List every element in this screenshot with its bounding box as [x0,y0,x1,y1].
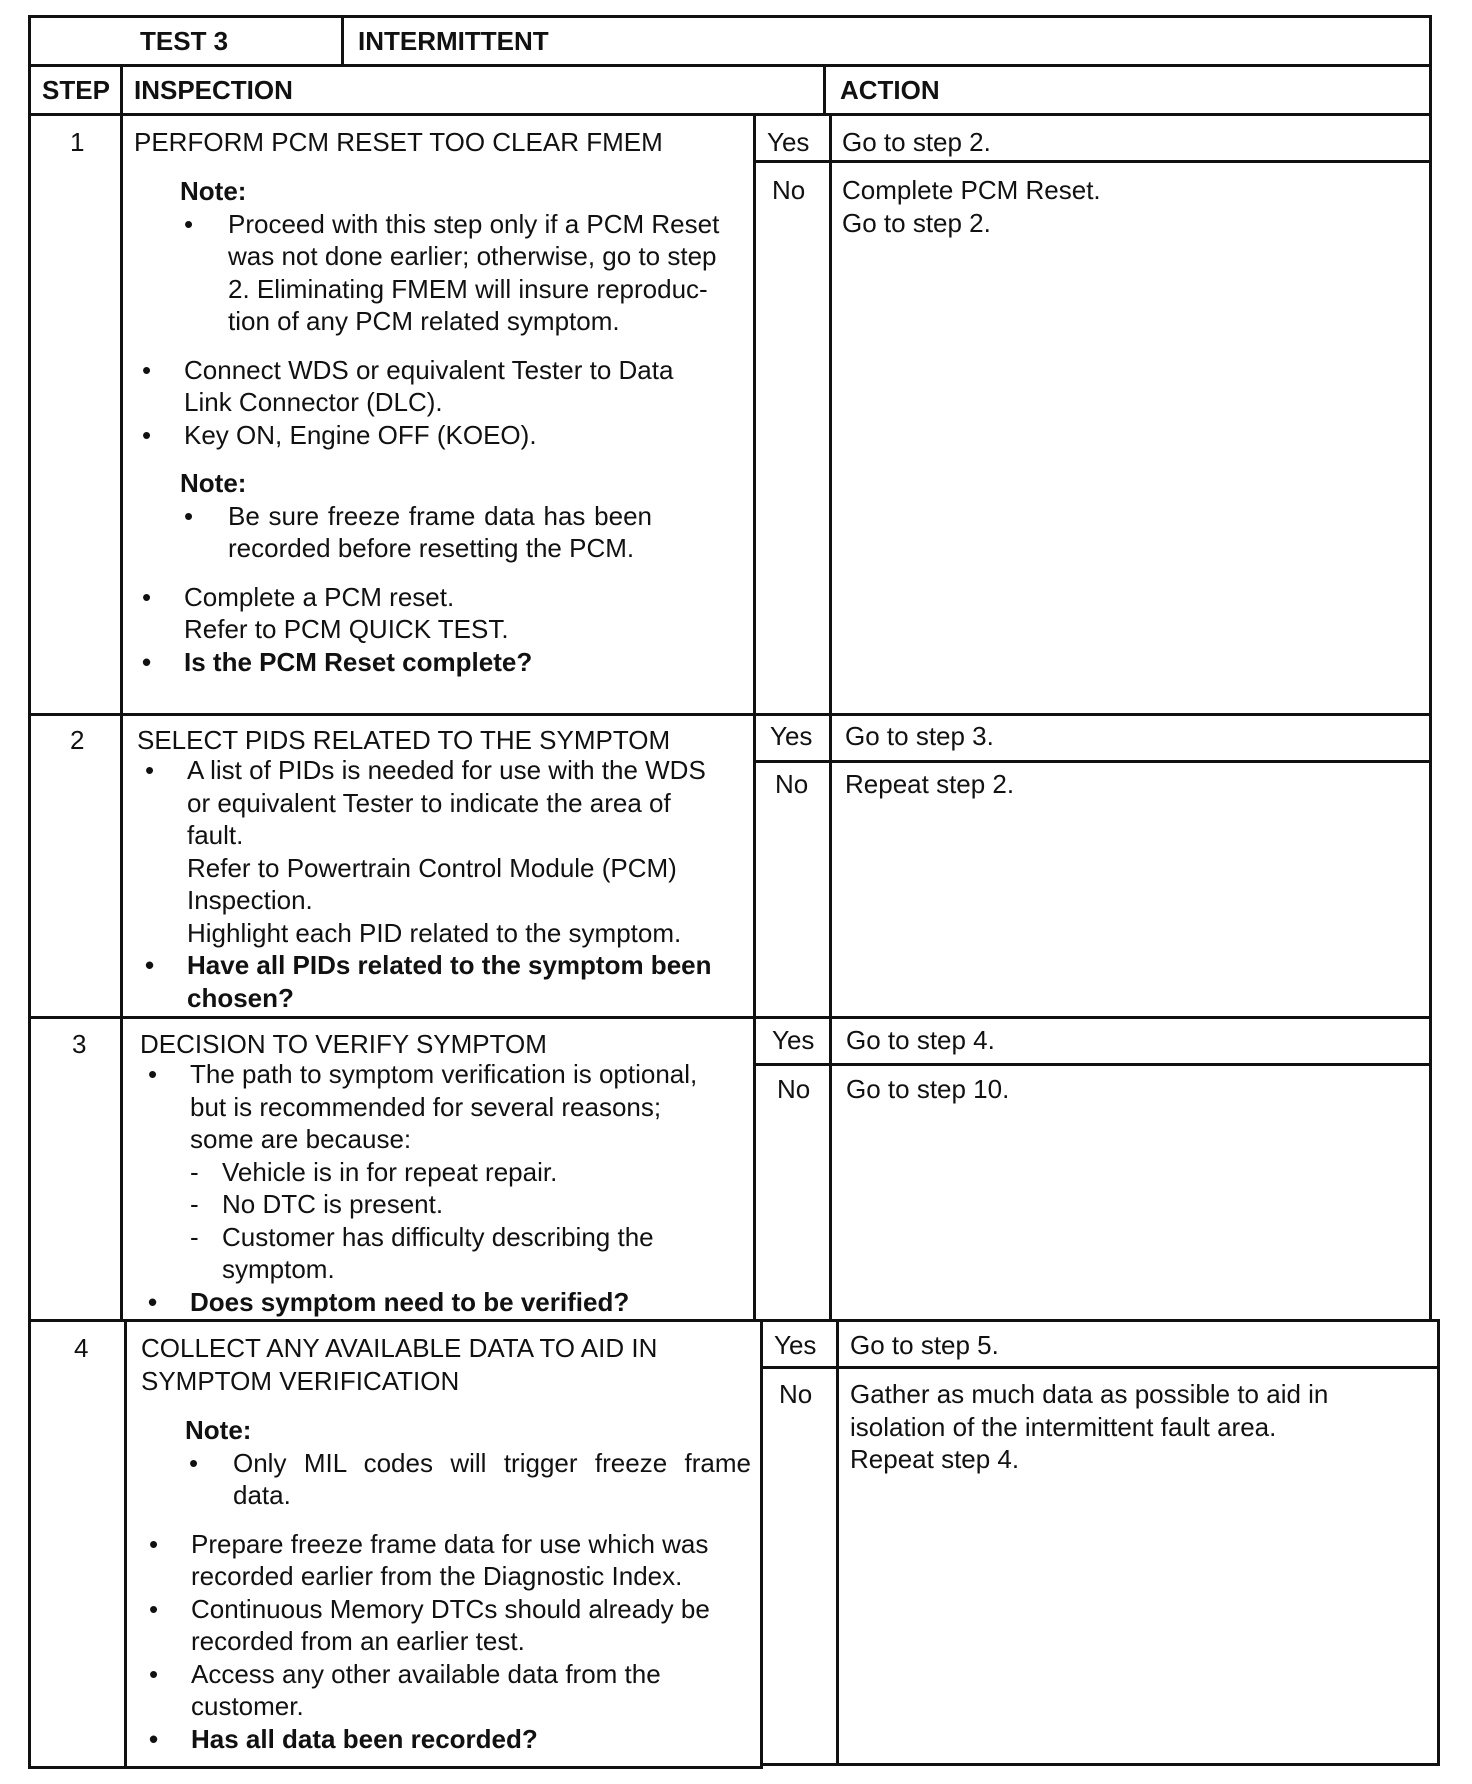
bullet-line: recorded earlier from the Diagnostic Index. [191,1561,683,1591]
no-action: Repeat step 2. [845,769,1015,799]
bullet-icon: • [145,755,155,785]
bullet-item [140,1058,740,1286]
note-line: Only MIL codes will trigger freeze frame [233,1447,751,1478]
bullet-icon: • [148,1286,158,1317]
title-line: SYMPTOM VERIFICATION [141,1365,460,1396]
note-line: 2. Eliminating FMEM will insure reproduc- [228,273,708,304]
step-number: 1 [70,127,85,157]
inspection-body [134,175,734,678]
bullet-line: Prepare freeze frame data for use which was [191,1528,709,1559]
yes-label: Yes [767,127,810,157]
note-line: Proceed with this step only if a PCM Reset [228,208,720,239]
bullet-line: The path to symptom verification is optional, [190,1059,698,1089]
note-bullet [180,208,734,338]
bullet-item [141,1528,751,1593]
inspection-body [141,1414,751,1755]
question-text: Have all PIDs related to the symptom been [187,950,712,980]
yes-label: Yes [770,721,813,751]
step-title [141,1332,657,1397]
dash-item: - Vehicle is in for repeat repair. [190,1156,740,1189]
dash-item: - No DTC is present. [190,1188,740,1221]
yes-label: Yes [772,1025,815,1055]
bullet-icon: • [149,1723,159,1754]
no-label: No [772,175,806,205]
bullet-item [141,1593,751,1658]
bullet-line: Complete a PCM reset. [184,581,455,612]
question-item [140,1286,740,1319]
bullet-icon: • [184,208,194,239]
bullet-line: but is recommended for several reasons; [190,1091,662,1122]
bullet-line: Connect WDS or equivalent Tester to Data [184,354,674,385]
note-title: Note: [185,1415,252,1445]
bullet-icon: • [149,1658,159,1689]
column-header-action: ACTION [840,75,940,105]
step-number: 2 [70,725,85,755]
no-label: No [779,1379,813,1409]
column-header-step: STEP [42,75,110,105]
no-action: Go to step 10. [846,1074,1010,1104]
action-line: isolation of the intermittent fault area. [850,1411,1277,1442]
bullet-line: customer. [191,1691,304,1721]
yes-action: Go to step 5. [850,1330,999,1360]
bullet-item [134,581,734,646]
header-row [28,15,1432,67]
dash-line: symptom. [222,1254,335,1284]
dash-line: Customer has difficulty describing the [222,1221,654,1252]
bullet-line: fault. [187,820,244,850]
question-text: Does symptom need to be verified? [190,1286,630,1317]
bullet-line: Inspection. [187,885,313,915]
action-line: Go to step 2. [842,207,991,238]
no-action [842,174,1101,239]
step-number: 3 [72,1029,87,1059]
yes-action: Go to step 2. [842,127,991,157]
action-line: Complete PCM Reset. [842,175,1101,205]
bullet-line: Continuous Memory DTCs should already be [191,1593,710,1624]
step-title: PERFORM PCM RESET TOO CLEAR FMEM [134,127,663,157]
inspection-body [140,1058,740,1318]
action-column-divider [823,64,826,116]
step-title: SELECT PIDS RELATED TO THE SYMPTOM [137,725,671,755]
test-label: TEST 3 [140,26,229,56]
step-number: 4 [74,1333,89,1363]
question-text: Has all data been recorded? [191,1723,538,1754]
bullet-icon: • [142,646,152,677]
test-title: INTERMITTENT [358,26,549,56]
note-line: recorded before resetting the PCM. [228,533,635,563]
bullet-line: or equivalent Tester to indicate the area of [187,787,671,818]
bullet-icon: • [149,1528,159,1559]
column-header-inspection: INSPECTION [134,75,293,105]
step-column-divider [120,64,123,116]
bullet-line: Key ON, Engine OFF (KOEO). [184,419,537,450]
bullet-icon: • [145,950,155,980]
action-line: Gather as much data as possible to aid in [850,1379,1329,1409]
yes-label: Yes [774,1330,817,1360]
bullet-line: some are because: [190,1124,412,1154]
question-item [141,1723,751,1756]
no-label: No [775,769,809,799]
no-label: No [777,1074,811,1104]
action-line: Repeat step 4. [850,1444,1020,1474]
no-action [850,1378,1328,1476]
note-bullet [185,1447,751,1512]
step-title: DECISION TO VERIFY SYMPTOM [140,1029,547,1059]
bullet-line: recorded from an earlier test. [191,1626,525,1656]
bullet-icon: • [142,354,152,385]
bullet-icon: • [148,1059,158,1089]
bullet-line: Highlight each PID related to the symptom. [187,917,682,948]
bullet-icon: • [142,419,152,450]
note-bullet [180,500,734,565]
bullet-line: A list of PIDs is needed for use with the WDS [187,755,706,785]
bullet-icon: • [189,1447,199,1478]
bullet-line: Refer to PCM QUICK TEST. [184,614,509,644]
inspection-body [137,754,737,1014]
question-text: chosen? [187,982,294,1013]
bullet-item [141,1658,751,1723]
bullet-item [134,354,734,419]
dash-line: No DTC is present. [222,1189,444,1219]
note-title: Note: [180,176,247,206]
bullet-item [134,419,734,452]
dash-line: Vehicle is in for repeat repair. [222,1156,558,1187]
note-line: data. [233,1480,291,1510]
bullet-item [137,754,737,949]
question-item [137,949,737,1014]
title-line: COLLECT ANY AVAILABLE DATA TO AID IN [141,1333,658,1363]
note-title: Note: [180,468,247,498]
bullet-line: Access any other available data from the [191,1658,661,1689]
yes-action: Go to step 3. [845,721,994,751]
header-divider [341,15,344,67]
bullet-icon: • [142,581,152,612]
bullet-line: Link Connector (DLC). [184,387,443,417]
note-line: tion of any PCM related symptom. [228,306,620,336]
dash-item: - Customer has difficulty describing the symptom. [190,1221,740,1286]
bullet-line: Refer to Powertrain Control Module (PCM) [187,852,677,883]
note-line: was not done earlier; otherwise, go to step [228,241,717,271]
yes-action: Go to step 4. [846,1025,995,1055]
bullet-icon: • [184,500,194,531]
question-text: Is the PCM Reset complete? [184,646,533,677]
note-line: Be sure freeze frame data has been [228,500,652,531]
bullet-icon: • [149,1593,159,1624]
question-item [134,646,734,679]
